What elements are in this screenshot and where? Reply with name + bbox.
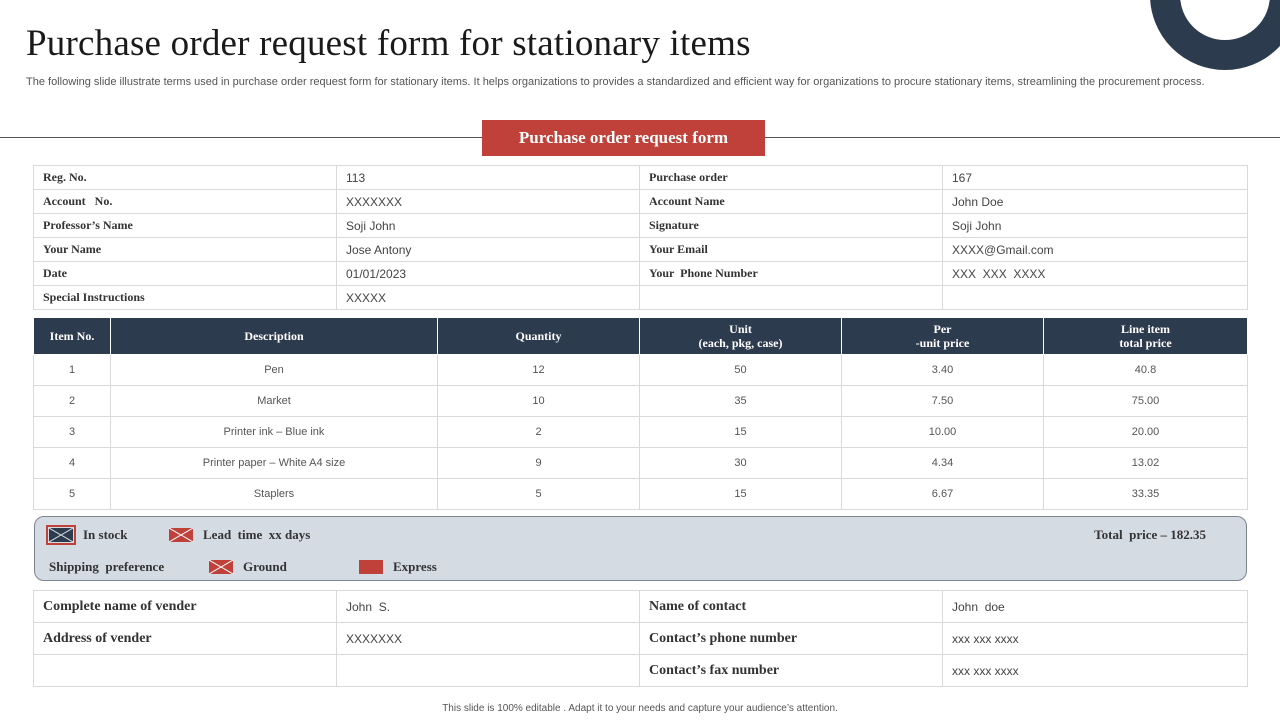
info-label: Special Instructions xyxy=(34,286,337,310)
vendor-label: Contact’s fax number xyxy=(640,655,943,687)
vendor-label: Complete name of vender xyxy=(34,591,337,623)
info-value[interactable]: XXXXXXX xyxy=(337,190,640,214)
table-row xyxy=(34,355,1248,386)
header-description: Description xyxy=(111,318,438,355)
info-row xyxy=(34,214,1248,238)
info-row xyxy=(34,262,1248,286)
lead-time-option[interactable] xyxy=(169,527,310,543)
lead-time-label: Lead time xx days xyxy=(203,527,311,542)
info-label: Professor’s Name xyxy=(34,214,337,238)
cell-description[interactable]: Market xyxy=(111,386,438,417)
items-table xyxy=(33,317,1248,510)
shipping-preference-label xyxy=(49,559,164,575)
vendor-label: Name of contact xyxy=(640,591,943,623)
vendor-table xyxy=(33,590,1248,687)
cell-unit-price[interactable]: 7.50 xyxy=(842,386,1044,417)
info-value[interactable]: XXXXX xyxy=(337,286,640,310)
page-title: Purchase order request form for stationary items xyxy=(26,23,751,64)
lead-time-checkbox-icon[interactable] xyxy=(169,528,193,542)
vendor-label: Contact’s phone number xyxy=(640,623,943,655)
cell-item-no: 4 xyxy=(34,448,111,479)
ground-option[interactable] xyxy=(209,559,287,575)
total-price: Total price – 182.35 xyxy=(1094,527,1206,542)
info-value[interactable]: John Doe xyxy=(943,190,1248,214)
cell-unit[interactable]: 15 xyxy=(640,417,842,448)
info-label xyxy=(640,286,943,310)
table-row xyxy=(34,386,1248,417)
vendor-label xyxy=(34,655,337,687)
info-value[interactable]: Soji John xyxy=(943,214,1248,238)
cell-unit-price[interactable]: 10.00 xyxy=(842,417,1044,448)
vendor-value[interactable]: xxx xxx xxxx xyxy=(943,655,1248,687)
info-table xyxy=(33,165,1248,310)
info-row xyxy=(34,166,1248,190)
cell-unit[interactable]: 15 xyxy=(640,479,842,510)
info-value[interactable]: 167 xyxy=(943,166,1248,190)
table-row xyxy=(34,417,1248,448)
vendor-row xyxy=(34,655,1248,687)
header-quantity: Quantity xyxy=(438,318,640,355)
express-option[interactable] xyxy=(359,559,437,575)
vendor-row xyxy=(34,623,1248,655)
vendor-value[interactable]: John S. xyxy=(337,591,640,623)
cell-unit[interactable]: 35 xyxy=(640,386,842,417)
cell-item-no: 5 xyxy=(34,479,111,510)
page-subtitle: The following slide illustrate terms used in purchase order request form for stationary items. It helps organizations to provides a standardized and efficient way for organizations to procure stationary items, streamlining the procurement process. xyxy=(26,76,1205,88)
info-row xyxy=(34,286,1248,310)
ground-label: Ground xyxy=(243,559,287,574)
cell-quantity[interactable]: 10 xyxy=(438,386,640,417)
cell-line-total: 20.00 xyxy=(1044,417,1248,448)
info-label: Purchase order xyxy=(640,166,943,190)
cell-line-total: 75.00 xyxy=(1044,386,1248,417)
cell-unit-price[interactable]: 4.34 xyxy=(842,448,1044,479)
header-unit-line2: (each, pkg, case) xyxy=(698,336,783,350)
cell-description[interactable]: Pen xyxy=(111,355,438,386)
shipping-label: Shipping preference xyxy=(49,559,165,574)
cell-unit[interactable]: 30 xyxy=(640,448,842,479)
vendor-value[interactable]: XXXXXXX xyxy=(337,623,640,655)
decorative-ring xyxy=(1150,0,1280,70)
express-label: Express xyxy=(393,559,437,574)
info-value[interactable]: 01/01/2023 xyxy=(337,262,640,286)
info-label: Date xyxy=(34,262,337,286)
cell-description[interactable]: Printer paper – White A4 size xyxy=(111,448,438,479)
info-label: Account Name xyxy=(640,190,943,214)
items-header-row xyxy=(34,318,1248,355)
cell-line-total: 33.35 xyxy=(1044,479,1248,510)
cell-unit-price[interactable]: 3.40 xyxy=(842,355,1044,386)
info-label: Your Phone Number xyxy=(640,262,943,286)
vendor-value[interactable]: xxx xxx xxxx xyxy=(943,623,1248,655)
form-banner: Purchase order request form xyxy=(482,120,765,156)
cell-line-total: 40.8 xyxy=(1044,355,1248,386)
vendor-value[interactable]: John doe xyxy=(943,591,1248,623)
info-row xyxy=(34,238,1248,262)
info-label: Account No. xyxy=(34,190,337,214)
info-label: Your Name xyxy=(34,238,337,262)
header-total-line2: total price xyxy=(1119,336,1172,350)
cell-description[interactable]: Printer ink – Blue ink xyxy=(111,417,438,448)
header-line-total xyxy=(1044,318,1248,355)
express-checkbox-icon[interactable] xyxy=(359,560,383,574)
info-row xyxy=(34,190,1248,214)
vendor-label: Address of vender xyxy=(34,623,337,655)
cell-quantity[interactable]: 5 xyxy=(438,479,640,510)
table-row xyxy=(34,448,1248,479)
header-unit-line1: Unit xyxy=(729,322,752,336)
info-value[interactable]: Soji John xyxy=(337,214,640,238)
header-per-line1: Per xyxy=(933,322,952,336)
cell-item-no: 3 xyxy=(34,417,111,448)
header-per-line2: -unit price xyxy=(915,336,970,350)
cell-description[interactable]: Staplers xyxy=(111,479,438,510)
in-stock-label: In stock xyxy=(83,527,128,542)
cell-quantity[interactable]: 9 xyxy=(438,448,640,479)
header-item-no: Item No. xyxy=(34,318,111,355)
in-stock-option[interactable] xyxy=(49,527,127,543)
cell-item-no: 2 xyxy=(34,386,111,417)
info-label: Reg. No. xyxy=(34,166,337,190)
footer-note: This slide is 100% editable . Adapt it to your needs and capture your audience’s attention. xyxy=(442,703,838,714)
in-stock-checkbox-icon[interactable] xyxy=(49,528,73,542)
table-row xyxy=(34,479,1248,510)
header-total-line1: Line item xyxy=(1121,322,1170,336)
cell-unit-price[interactable]: 6.67 xyxy=(842,479,1044,510)
cell-item-no: 1 xyxy=(34,355,111,386)
info-value[interactable]: XXX XXX XXXX xyxy=(943,262,1248,286)
ground-checkbox-icon[interactable] xyxy=(209,560,233,574)
options-panel xyxy=(34,516,1247,581)
info-value[interactable]: Jose Antony xyxy=(337,238,640,262)
cell-unit[interactable]: 50 xyxy=(640,355,842,386)
info-label: Signature xyxy=(640,214,943,238)
vendor-value[interactable] xyxy=(337,655,640,687)
info-value[interactable] xyxy=(943,286,1248,310)
cell-line-total: 13.02 xyxy=(1044,448,1248,479)
cell-quantity[interactable]: 12 xyxy=(438,355,640,386)
header-unit xyxy=(640,318,842,355)
info-value[interactable]: XXXX@Gmail.com xyxy=(943,238,1248,262)
info-value[interactable]: 113 xyxy=(337,166,640,190)
header-per-unit-price xyxy=(842,318,1044,355)
info-label: Your Email xyxy=(640,238,943,262)
cell-quantity[interactable]: 2 xyxy=(438,417,640,448)
vendor-row xyxy=(34,591,1248,623)
